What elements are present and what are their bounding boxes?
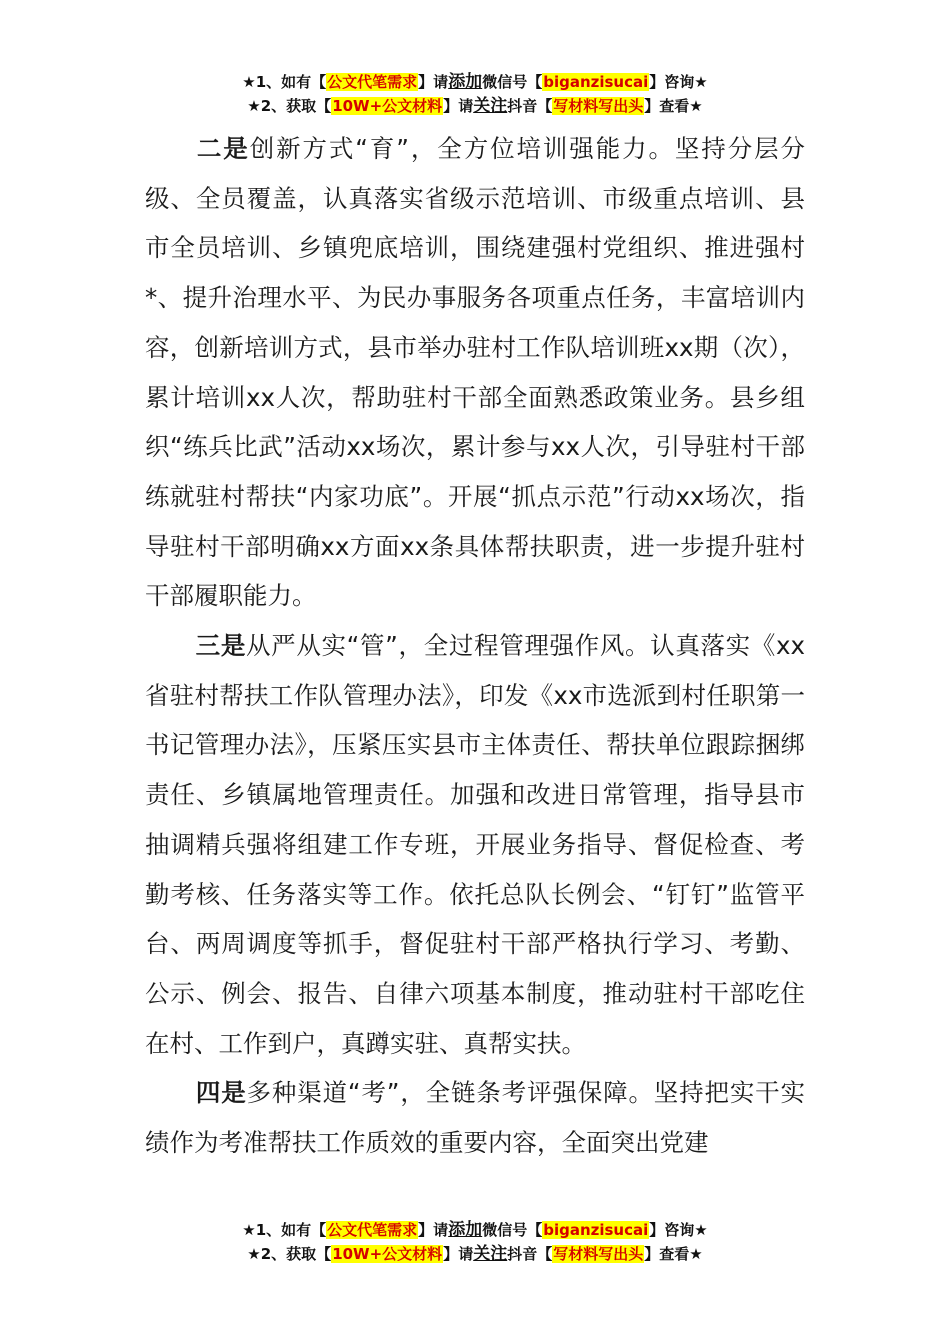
banner-line-2: ★2、获取【10W+公文材料】请关注抖音【写材料写出头】查看★ [247,96,703,116]
banner-douyin-id: 写材料写出头 [553,1245,644,1263]
document-body [145,124,805,1168]
banner-wechat-id: biganzisucai [543,1221,649,1239]
banner-highlight: 10W+公文材料 [332,97,443,115]
banner-line-1: ★1、如有【公文代笔需求】请添加微信号【biganzisucai】咨询★ [242,1220,708,1240]
paragraph-3 [145,621,805,1068]
banner-douyin-id: 写材料写出头 [553,97,644,115]
banner-line-1: ★1、如有【公文代笔需求】请添加微信号【biganzisucai】咨询★ [242,72,708,92]
paragraph-lead: 四是 [195,1078,247,1108]
banner-highlight: 公文代笔需求 [327,1221,418,1239]
paragraph-lead: 二是 [195,134,250,163]
paragraph-text: 从严从实“管”，全过程管理强作风。认真落实《xx省驻村帮扶工作队管理办法》，印发《xx市选派到村任职第一书记管理办法》，压紧压实县市主体责任、帮扶单位跟踪捆绑责任、乡镇属地管理责任。加强和改进日常管理，指导县市抽调精兵强将组建工作专班，开展业务指导、督促检查、考勤考核、任务落实等工作。依托总队长例会、“钉钉”监管平台、两周调度等抓手，督促驻村干部严格执行学习、考勤、公示、例会、报告、自律六项基本制度，推动驻村干部吃住在村、工作到户，真蹲实驻、真帮实扶。 [145,631,805,1058]
paragraph-2 [145,124,805,621]
paragraph-4 [145,1068,805,1167]
banner-line-2: ★2、获取【10W+公文材料】请关注抖音【写材料写出头】查看★ [247,1244,703,1264]
footer-banner [0,1218,950,1266]
paragraph-lead: 三是 [195,631,246,661]
banner-highlight: 公文代笔需求 [327,73,418,91]
header-banner [0,70,950,118]
banner-wechat-id: biganzisucai [543,73,649,91]
paragraph-text: 创新方式“育”，全方位培训强能力。坚持分层分级、全员覆盖，认真落实省级示范培训、市级重点培训、县市全员培训、乡镇兜底培训，围绕建强村党组织、推进强村*、提升治理水平、为民办事服务各项重点任务，丰富培训内容，创新培训方式，县市举办驻村工作队培训班xx期（次），累计培训xx人次，帮助驻村干部全面熟悉政策业务。县乡组织“练兵比武”活动xx场次，累计参与xx人次，引导驻村干部练就驻村帮扶“内家功底”。开展“抓点示范”行动xx场次，指导驻村干部明确xx方面xx条具体帮扶职责，进一步提升驻村干部履职能力。 [145,134,805,611]
paragraph-text: 多种渠道“考”，全链条考评强保障。坚持把实干实绩作为考准帮扶工作质效的重要内容，全面突出党建 [145,1078,806,1158]
banner-highlight: 10W+公文材料 [332,1245,443,1263]
